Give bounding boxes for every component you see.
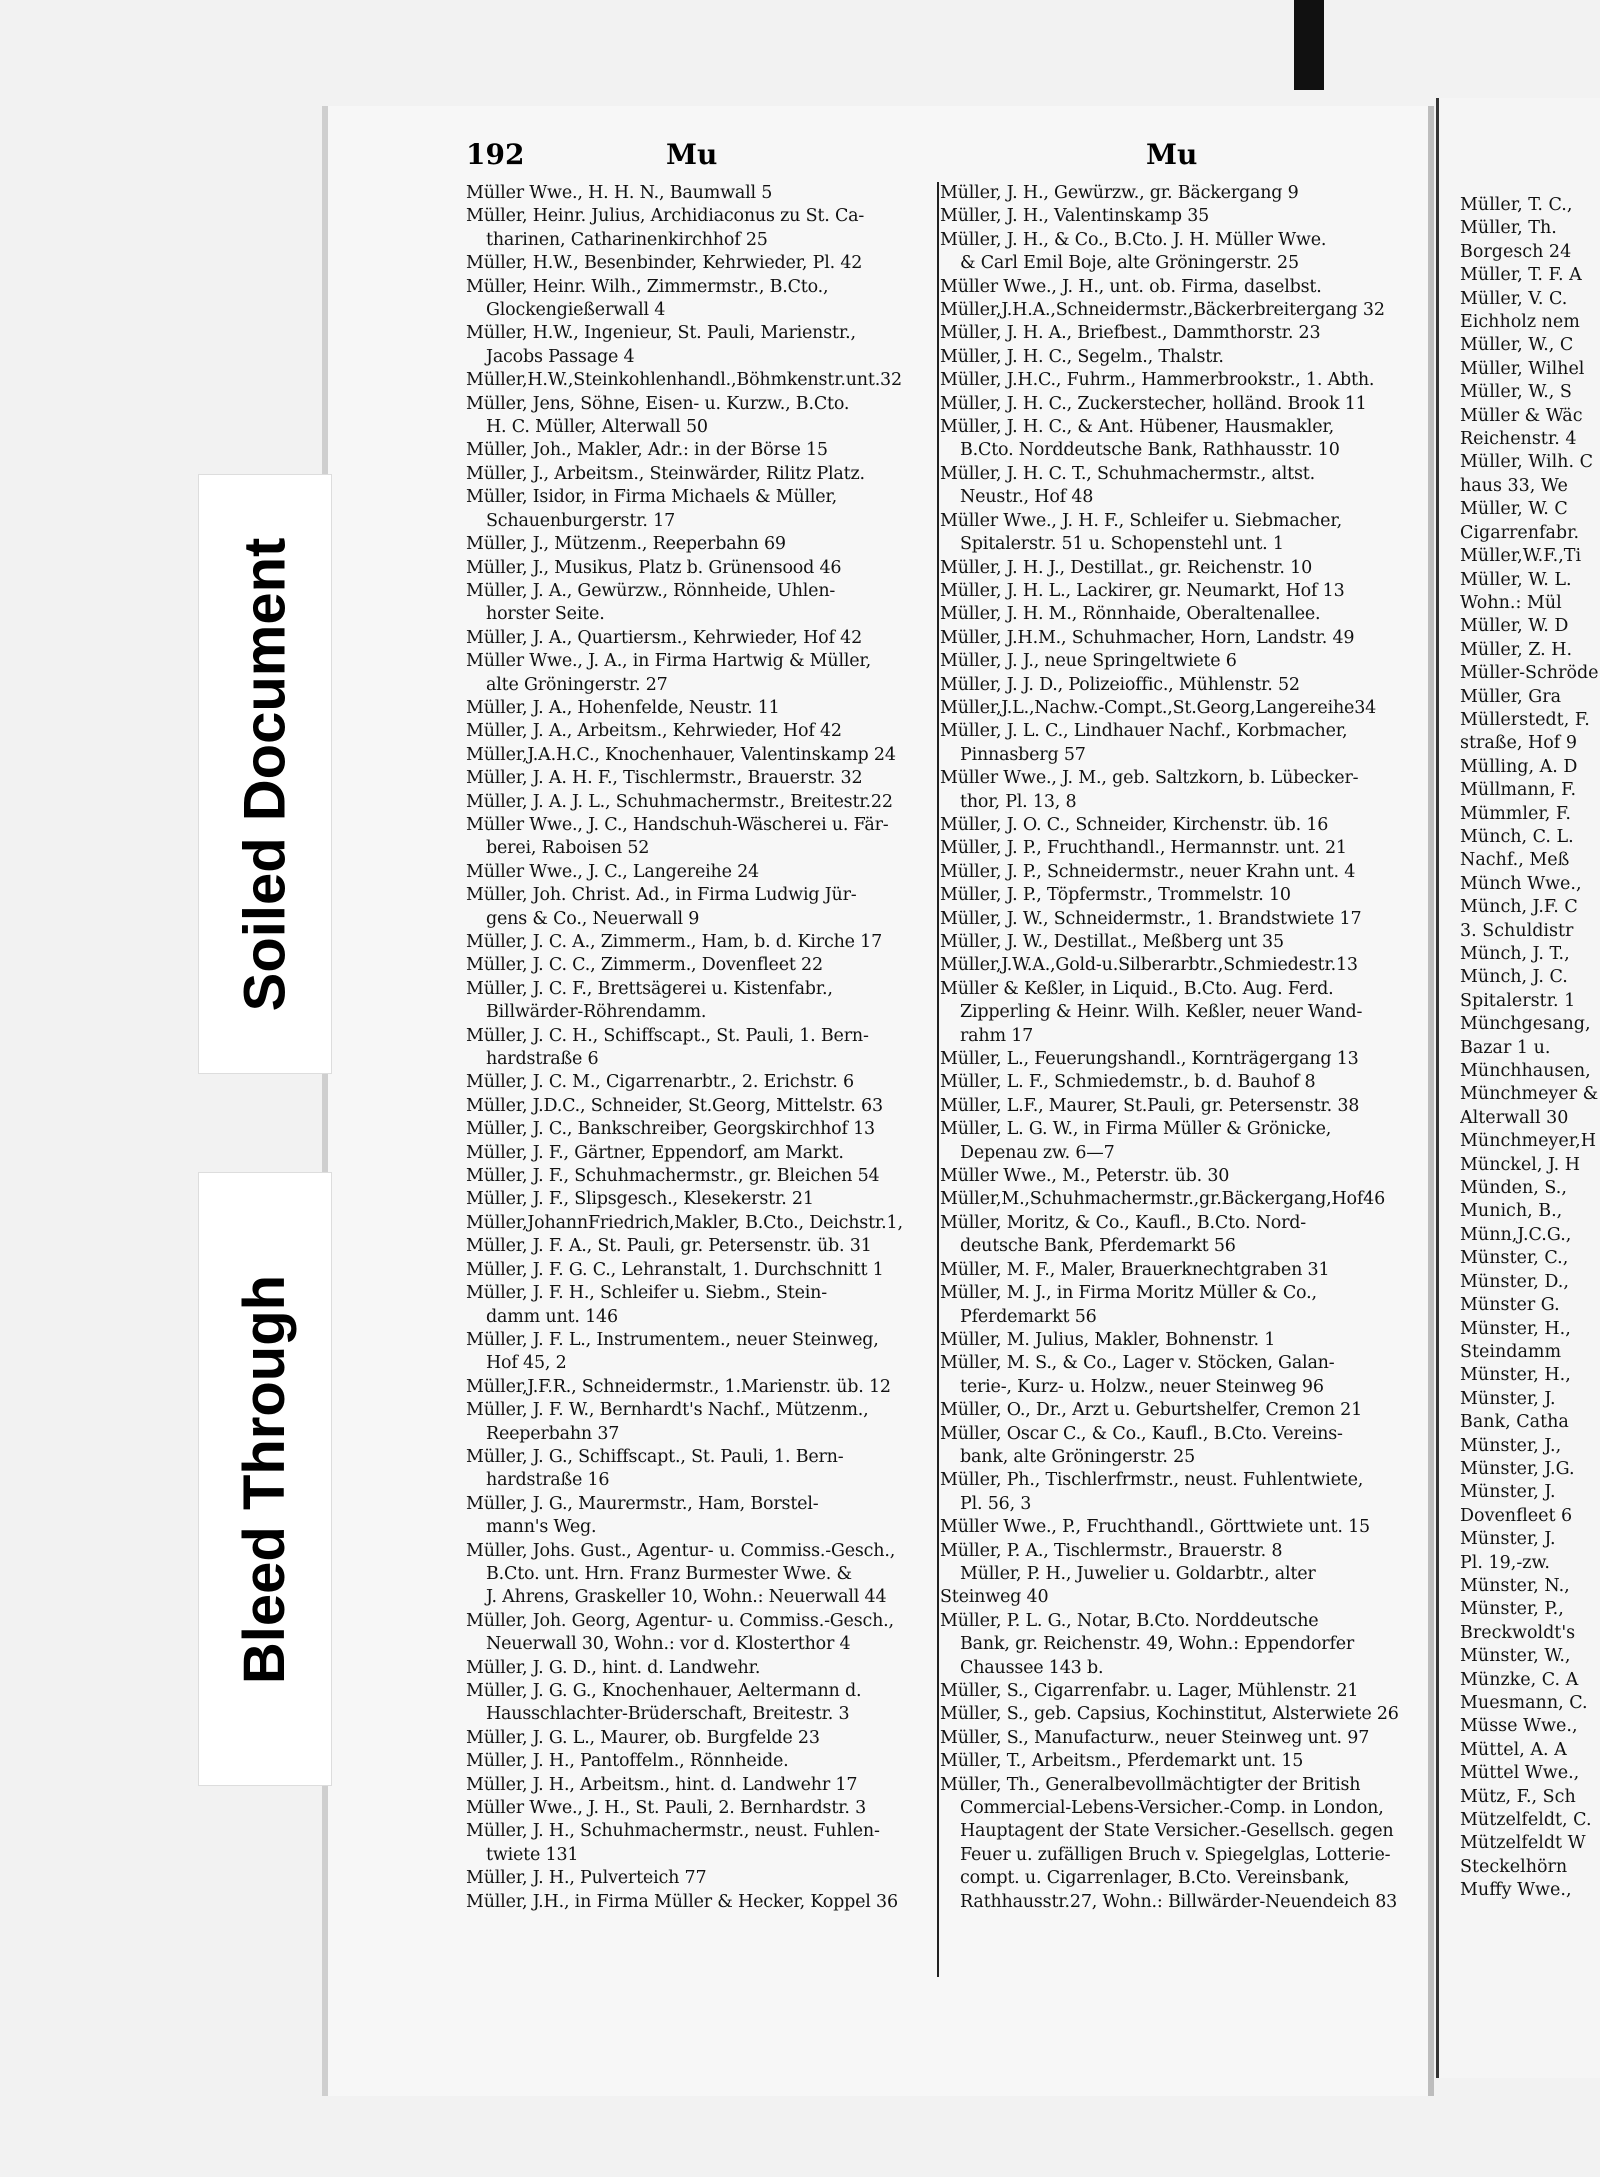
directory-entry-line: Müller,J.H.A.,Schneidermstr.,Bäckerbreitergang 32 <box>940 300 1385 321</box>
directory-entry-line: Müller-Schröde <box>1460 663 1599 684</box>
directory-entry-line: Nachf., Meß <box>1460 850 1570 871</box>
directory-entry-line: Steinweg 40 <box>940 1587 1049 1608</box>
directory-entry-line: Müller,H.W.,Steinkohlenhandl.,Böhmkenstr.unt.32 <box>466 370 902 391</box>
directory-entry-line: Dovenfleet 6 <box>1460 1505 1573 1526</box>
directory-entry-line: Müller, J.H.M., Schuhmacher, Horn, Landstr. 49 <box>940 627 1355 648</box>
directory-entry-line: Schauenburgerstr. 17 <box>486 510 676 531</box>
directory-entry-line: terie-, Kurz- u. Holzw., neuer Steinweg 96 <box>960 1376 1324 1397</box>
directory-entry-line: Müller, T., Arbeitsm., Pferdemarkt unt. 15 <box>940 1751 1304 1772</box>
left-column <box>466 182 936 1977</box>
directory-entry-line: Müller, M. F., Maler, Brauerknechtgraben 31 <box>940 1259 1330 1280</box>
directory-entry-line: Münch, J. T., <box>1460 944 1570 964</box>
directory-entry-line: Müller, J. G., Maurermstr., Ham, Borstel- <box>466 1493 819 1514</box>
directory-entry-line: Jacobs Passage 4 <box>486 346 635 367</box>
directory-entry-line: Spitalerstr. 51 u. Schopenstehl unt. 1 <box>960 534 1284 555</box>
directory-entry-line: Münster, J.G. <box>1460 1458 1575 1479</box>
directory-entry-line: Muffy Wwe., <box>1460 1880 1572 1901</box>
directory-entry-line: Rathhausstr.27, Wohn.: Billwärder-Neuendeich 83 <box>960 1891 1398 1912</box>
directory-entry-line: Müller & Keßler, in Liquid., B.Cto. Aug. Ferd. <box>940 978 1334 999</box>
directory-entry-line: Müller, J. H. J., Destillat., gr. Reichenstr. 10 <box>940 557 1313 578</box>
directory-entry-line: Müller, L., Feuerungshandl., Kornträgergang 13 <box>940 1049 1359 1070</box>
directory-entry-line: Müllmann, F. <box>1460 780 1577 801</box>
directory-entry-line: Münch, C. L. <box>1460 826 1574 847</box>
directory-entry-line: Müller, J. H., Pulverteich 77 <box>466 1868 707 1889</box>
directory-entry-line: Mützelfeldt W <box>1460 1833 1586 1854</box>
directory-entry-line: Müttel, A. A <box>1460 1739 1567 1760</box>
directory-entry-line: Feuer u. zufälligen Bruch v. Spiegelglas, Lotterie- <box>960 1844 1391 1865</box>
directory-entry-line: Reichenstr. 4 <box>1460 429 1577 450</box>
directory-entry-line: Wohn.: Mül <box>1460 592 1562 613</box>
directory-entry-line: Müller, J. J., neue Springeltwiete 6 <box>940 651 1237 672</box>
directory-entry-line: Müller, M. J., in Firma Moritz Müller & Co., <box>940 1283 1317 1304</box>
directory-entry-line: Müller, W., S <box>1460 382 1572 403</box>
directory-entry-line: Müller, J.H., in Firma Müller & Hecker, Koppel 36 <box>466 1891 898 1912</box>
directory-entry-line: B.Cto. Norddeutsche Bank, Rathhausstr. 10 <box>960 440 1340 461</box>
directory-entry-line: Müller Wwe., M., Peterstr. üb. 30 <box>940 1166 1230 1187</box>
soiled-document-text: Soiled Document <box>232 537 298 1011</box>
directory-entry-line: Müller, W., C <box>1460 335 1574 356</box>
directory-entry-line: Müller, J. C. A., Zimmerm., Ham, b. d. Kirche 17 <box>466 932 883 952</box>
directory-entry-line: Müller, J. A., Arbeitsm., Kehrwieder, Hof 42 <box>466 721 842 742</box>
directory-entry-line: 3. Schuldistr <box>1460 920 1574 941</box>
directory-entry-line: Müller, T. C., <box>1460 195 1573 215</box>
directory-entry-line: straße, Hof 9 <box>1460 733 1577 754</box>
directory-entry-line: Müller,J.L.,Nachw.-Compt.,St.Georg,Langereihe34 <box>940 697 1377 718</box>
directory-entry-line: Müller, L. F., Schmiedemstr., b. d. Bauhof 8 <box>940 1072 1316 1093</box>
directory-entry-line: Münzke, C. A <box>1460 1669 1579 1690</box>
directory-entry-line: hardstraße 16 <box>486 1470 610 1491</box>
directory-entry-line: Müller, Th., Generalbevollmächtigter der British <box>940 1774 1361 1795</box>
directory-entry-line: tharinen, Catharinenkirchhof 25 <box>486 229 768 250</box>
directory-entry-line: Chaussee 143 b. <box>960 1657 1104 1678</box>
directory-entry-line: Münckel, J. H <box>1460 1154 1580 1175</box>
directory-entry-line: Müller Wwe., J. C., Handschuh-Wäscherei u. Fär- <box>466 814 889 835</box>
directory-entry-line: Müller, W. C <box>1460 499 1568 520</box>
directory-entry-line: Müller, J. G., Schiffscapt., St. Pauli, 1. Bern- <box>466 1446 844 1467</box>
directory-entry-line: Glockengießerwall 4 <box>486 300 666 321</box>
directory-entry-line: Muesmann, C. <box>1460 1693 1588 1713</box>
directory-entry-line: Billwärder-Röhrendamm. <box>486 1002 707 1023</box>
directory-entry-line: Müller, J. H. M., Rönnhaide, Oberaltenallee. <box>940 604 1321 625</box>
directory-entry-line: Müller, J. H. C., Segelm., Thalstr. <box>940 346 1224 367</box>
directory-entry-line: Müller, J. F., Slipsgesch., Klesekerstr. 21 <box>466 1189 814 1210</box>
right-column <box>940 182 1408 1977</box>
directory-entry-line: Müller, J. H. C., Zuckerstecher, holländ. Brook 11 <box>940 393 1367 414</box>
directory-entry-line: Müller,J.F.R., Schneidermstr., 1.Marienstr. üb. 12 <box>466 1376 891 1397</box>
directory-entry-line: Münchgesang, <box>1460 1014 1591 1035</box>
directory-entry-line: Müller, Wilhel <box>1460 358 1585 379</box>
bleed-through-label <box>198 1172 332 1786</box>
directory-entry-line: B.Cto. unt. Hrn. Franz Burmester Wwe. & <box>486 1563 852 1584</box>
directory-entry-line: Breckwoldt's <box>1460 1622 1576 1643</box>
directory-entry-line: Bank, gr. Reichenstr. 49, Wohn.: Eppendorfer <box>960 1634 1355 1655</box>
directory-entry-line: Münster, H., <box>1460 1318 1571 1339</box>
directory-entry-line: Müller, Moritz, & Co., Kaufl., B.Cto. Nord- <box>940 1212 1307 1233</box>
directory-entry-line: Müller,J.A.H.C., Knochenhauer, Valentinskamp 24 <box>466 744 896 765</box>
directory-entry-line: Münster, C., <box>1460 1248 1569 1269</box>
directory-entry-line: Müller Wwe., J. C., Langereihe 24 <box>466 861 759 882</box>
directory-entry-line: Müller, J., Musikus, Platz b. Grünensood 46 <box>466 557 842 578</box>
directory-entry-line: Mützelfeldt, C. <box>1460 1810 1592 1831</box>
directory-entry-line: Müller, W. L. <box>1460 569 1572 590</box>
directory-entry-line: Müllerstedt, F. <box>1460 709 1590 730</box>
directory-entry-line: Müller, J. O. C., Schneider, Kirchenstr. üb. 16 <box>940 814 1329 835</box>
directory-entry-line: Müller, J. W., Schneidermstr., 1. Brandstwiete 17 <box>940 908 1362 929</box>
directory-entry-line: Müller, J. P., Schneidermstr., neuer Krahn unt. 4 <box>940 861 1356 882</box>
directory-entry-line: Bank, Catha <box>1460 1412 1569 1433</box>
directory-entry-line: Müttel Wwe., <box>1460 1763 1580 1784</box>
directory-entry-line: alte Gröningerstr. 27 <box>486 674 668 695</box>
directory-entry-line: Pl. 56, 3 <box>960 1493 1032 1514</box>
directory-entry-line: Münster, J. <box>1460 1482 1556 1503</box>
directory-entry-line: Müller, J. A. H. F., Tischlermstr., Brauerstr. 32 <box>466 768 863 789</box>
directory-entry-line: Müller, J. H., Pantoffelm., Rönnheide. <box>466 1751 789 1772</box>
directory-entry-line: Münchhausen, <box>1460 1061 1591 1082</box>
directory-entry-line: Müller, J. G. D., hint. d. Landwehr. <box>466 1657 761 1678</box>
directory-entry-line: Müller, J. P., Töpfermstr., Trommelstr. 10 <box>940 885 1291 906</box>
directory-entry-line: Pinnasberg 57 <box>960 744 1086 765</box>
directory-entry-line: Eichholz nem <box>1460 312 1580 333</box>
directory-entry-line: Commercial-Lebens-Versicher.-Comp. in London, <box>960 1798 1384 1819</box>
directory-entry-line: Müller, J. F. L., Instrumentem., neuer Steinweg, <box>466 1329 879 1350</box>
directory-entry-line: Müller,M.,Schuhmachermstr.,gr.Bäckergang,Hof46 <box>940 1189 1386 1210</box>
directory-entry-line: Müller, H.W., Besenbinder, Kehrwieder, Pl. 42 <box>466 253 863 274</box>
directory-entry-line: Müller, J. A. J. L., Schuhmachermstr., Breitestr.22 <box>466 791 893 812</box>
directory-entry-line: compt. u. Cigarrenlager, B.Cto. Vereinsbank, <box>960 1868 1350 1889</box>
directory-entry-line: Depenau zw. 6—7 <box>960 1142 1115 1163</box>
directory-entry-line: Müller, M. Julius, Makler, Bohnenstr. 1 <box>940 1329 1276 1350</box>
directory-entry-line: Borgesch 24 <box>1460 241 1572 262</box>
directory-entry-line: Müller, T. F. A <box>1460 265 1582 286</box>
directory-entry-line: Müller, J. J. D., Polizeioffic., Mühlenstr. 52 <box>940 674 1300 695</box>
directory-entry-line: H. C. Müller, Alterwall 50 <box>486 417 708 438</box>
directory-entry-line: Müller, J. G. L., Maurer, ob. Burgfelde 23 <box>466 1727 820 1748</box>
directory-entry-line: Müller, P. A., Tischlermstr., Brauerstr. 8 <box>940 1540 1283 1561</box>
directory-entry-line: Müller, M. S., & Co., Lager v. Stöcken, Galan- <box>940 1353 1335 1374</box>
directory-entry-line: Müller, Isidor, in Firma Michaels & Müller, <box>466 487 838 508</box>
directory-entry-line: Müller Wwe., J. H., St. Pauli, 2. Bernhardstr. 3 <box>466 1798 867 1819</box>
directory-entry-line: deutsche Bank, Pferdemarkt 56 <box>960 1236 1236 1257</box>
left-running-head: Mu <box>666 138 718 171</box>
directory-entry-line: Müller, J. H. C., & Ant. Hübener, Hausmakler, <box>940 417 1334 438</box>
directory-entry-line: Spitalerstr. 1 <box>1460 990 1576 1011</box>
directory-entry-line: Münn,J.C.G., <box>1460 1224 1572 1245</box>
column-divider <box>937 182 939 1977</box>
directory-entry-line: Müller, J. C. F., Brettsägerei u. Kistenfabr., <box>466 978 833 999</box>
directory-entry-line: Müller, J. A., Quartiersm., Kehrwieder, Hof 42 <box>466 627 863 648</box>
directory-entry-line: hardstraße 6 <box>486 1049 599 1070</box>
directory-entry-line: Steckelhörn <box>1460 1856 1568 1877</box>
page-header <box>466 138 1366 172</box>
page-number: 192 <box>466 138 525 171</box>
directory-entry-line: Müller Wwe., H. H. N., Baumwall 5 <box>466 183 773 203</box>
directory-entry-line: Hausschlachter-Brüderschaft, Breitestr. 3 <box>486 1704 850 1725</box>
directory-entry-line: Müller, Gra <box>1460 686 1562 707</box>
directory-entry-line: Mütz, F., Sch <box>1460 1786 1576 1807</box>
directory-entry-line: Reeperbahn 37 <box>486 1423 620 1444</box>
directory-entry-line: Münster, N., <box>1460 1575 1570 1596</box>
directory-entry-line: Müller, J. F., Gärtner, Eppendorf, am Markt. <box>466 1142 844 1163</box>
directory-entry-line: Müller, S., geb. Capsius, Kochinstitut, Alsterwiete 26 <box>940 1704 1399 1725</box>
directory-entry-line: berei, Raboisen 52 <box>486 838 650 859</box>
directory-entry-line: Müller, Johs. Gust., Agentur- u. Commiss.-Gesch., <box>466 1540 896 1561</box>
directory-entry-line: Müller, Heinr. Julius, Archidiaconus zu St. Ca- <box>466 206 865 227</box>
directory-entry-line: Müller, J. A., Hohenfelde, Neustr. 11 <box>466 697 780 718</box>
directory-entry-line: Mülling, A. D <box>1460 756 1578 777</box>
directory-entry-line: Müller, Joh. Georg, Agentur- u. Commiss.-Gesch., <box>466 1610 894 1631</box>
directory-entry-line: Müller, J. H., Schuhmachermstr., neust. Fuhlen- <box>466 1821 880 1842</box>
directory-entry-line: Pferdemarkt 56 <box>960 1306 1097 1327</box>
directory-entry-line: Müller,J.W.A.,Gold-u.Silberarbtr.,Schmiedestr.13 <box>940 955 1358 976</box>
directory-entry-line: gens & Co., Neuerwall 9 <box>486 908 700 929</box>
directory-entry-line: Müller, J. L. C., Lindhauer Nachf., Korbmacher, <box>940 721 1348 742</box>
directory-entry-line: Müller, J. C., Bankschreiber, Georgskirchhof 13 <box>466 1119 875 1140</box>
directory-entry-line: Hof 45, 2 <box>486 1353 567 1374</box>
directory-entry-line: Alterwall 30 <box>1460 1107 1569 1128</box>
directory-entry-line: Müller, J. H. L., Lackirer, gr. Neumarkt, Hof 13 <box>940 580 1345 601</box>
directory-entry-line: Müller, J. C. C., Zimmerm., Dovenfleet 22 <box>466 955 823 976</box>
directory-entry-line: Müller, J. F. G. C., Lehranstalt, 1. Durchschnitt 1 <box>466 1259 884 1280</box>
directory-entry-line: Müller, J. H., Valentinskamp 35 <box>940 206 1210 227</box>
directory-entry-line: Müller Wwe., J. M., geb. Saltzkorn, b. Lübecker- <box>940 768 1359 789</box>
directory-entry-line: Müller, L.F., Maurer, St.Pauli, gr. Petersenstr. 38 <box>940 1095 1360 1116</box>
directory-entry-line: Münster G. <box>1460 1295 1560 1316</box>
directory-entry-line: Müller, J. F., Schuhmachermstr., gr. Bleichen 54 <box>466 1166 880 1187</box>
directory-entry-line: Müller, W. D <box>1460 616 1569 637</box>
directory-entry-line: Bazar 1 u. <box>1460 1037 1551 1058</box>
directory-entry-line: Müller, J. H., Arbeitsm., hint. d. Landwehr 17 <box>466 1774 858 1795</box>
bleed-through-text: Bleed Through <box>232 1274 298 1684</box>
soiled-document-label <box>198 474 332 1074</box>
directory-entry-line: Müller, J. H., & Co., B.Cto. J. H. Müller Wwe. <box>940 229 1327 250</box>
directory-entry-line: Müller Wwe., P., Fruchthandl., Görttwiete unt. 15 <box>940 1517 1370 1538</box>
directory-entry-line: Müller, L. G. W., in Firma Müller & Grönicke, <box>940 1119 1332 1140</box>
directory-entry-line: damm unt. 146 <box>486 1306 618 1327</box>
directory-entry-line: Müller, S., Cigarrenfabr. u. Lager, Mühlenstr. 21 <box>940 1681 1359 1701</box>
directory-entry-line: Müller, J. H. A., Briefbest., Dammthorstr. 23 <box>940 323 1321 344</box>
directory-entry-line: Münster, D., <box>1460 1271 1569 1292</box>
directory-entry-line: Müller, Th. <box>1460 218 1557 239</box>
directory-entry-line: Münster, H., <box>1460 1365 1571 1386</box>
directory-entry-line: Müller,W.F.,Ti <box>1460 546 1582 567</box>
directory-entry-line: Müsse Wwe., <box>1460 1716 1578 1737</box>
directory-entry-line: Neuerwall 30, Wohn.: vor d. Klosterthor 4 <box>486 1634 851 1655</box>
directory-entry-line: Müller, J. C. H., Schiffscapt., St. Pauli, 1. Bern- <box>466 1025 869 1046</box>
directory-entry-line: Münch Wwe., <box>1460 873 1582 894</box>
directory-entry-line: Müller Wwe., J. H., unt. ob. Firma, daselbst. <box>940 276 1322 297</box>
directory-entry-line: Müller, P. H., Juwelier u. Goldarbtr., alter <box>960 1563 1316 1584</box>
directory-entry-line: Münster, J., <box>1460 1435 1562 1456</box>
directory-entry-line: Munich, B., <box>1460 1201 1563 1222</box>
directory-entry-line: Müller, J. F. H., Schleifer u. Siebm., Stein- <box>466 1283 827 1304</box>
directory-entry-line: Müller, J.H.C., Fuhrm., Hammerbrookstr., 1. Abth. <box>940 370 1375 391</box>
directory-entry-line: Müller, Joh. Christ. Ad., in Firma Ludwig Jür- <box>466 885 857 906</box>
directory-entry-line: Müller, J. H., Gewürzw., gr. Bäckergang 9 <box>940 183 1299 203</box>
directory-entry-line: rahm 17 <box>960 1025 1034 1046</box>
right-running-head: Mu <box>1146 138 1198 171</box>
directory-entry-line: J. Ahrens, Graskeller 10, Wohn.: Neuerwall 44 <box>486 1587 887 1608</box>
directory-entry-line: Müller, J. F. A., St. Pauli, gr. Petersenstr. üb. 31 <box>466 1236 872 1257</box>
directory-entry-line: Müller, Heinr. Wilh., Zimmermstr., B.Cto., <box>466 276 829 297</box>
directory-entry-line: haus 33, We <box>1460 475 1568 496</box>
directory-entry-line: Müller, J., Arbeitsm., Steinwärder, Rilitz Platz. <box>466 463 865 484</box>
directory-entry-line: Münchmeyer & <box>1460 1084 1599 1105</box>
directory-entry-line: Müller, J. H. C. T., Schuhmachermstr., altst. <box>940 463 1315 484</box>
directory-entry-line: Müller Wwe., J. A., in Firma Hartwig & Müller, <box>466 651 872 672</box>
directory-entry-line: Müller, O., Dr., Arzt u. Geburtshelfer, Cremon 21 <box>940 1400 1363 1421</box>
directory-entry-line: Müller, P. L. G., Notar, B.Cto. Norddeutsche <box>940 1610 1319 1631</box>
directory-entry-line: Müller, Jens, Söhne, Eisen- u. Kurzw., B.Cto. <box>466 393 850 414</box>
directory-entry-line: Müller, J. A., Gewürzw., Rönnheide, Uhlen- <box>466 580 836 601</box>
directory-entry-line: horster Seite. <box>486 604 605 625</box>
directory-entry-line: Hauptagent der State Versicher.-Gesellsch. gegen <box>960 1821 1394 1842</box>
directory-entry-line: Zipperling & Heinr. Wilh. Keßler, neuer Wand- <box>960 1002 1363 1023</box>
directory-entry-line: Münden, S., <box>1460 1178 1567 1199</box>
directory-entry-line: Müller, J., Mützenm., Reeperbahn 69 <box>466 534 786 555</box>
directory-entry-line: Steindamm <box>1460 1341 1562 1362</box>
directory-entry-line: twiete 131 <box>486 1844 579 1865</box>
directory-entry-line: Cigarrenfabr. <box>1460 522 1580 543</box>
directory-entry-line: Müller, J.D.C., Schneider, St.Georg, Mittelstr. 63 <box>466 1095 883 1116</box>
directory-entry-line: Neustr., Hof 48 <box>960 487 1094 508</box>
directory-entry-line: Müller, Joh., Makler, Adr.: in der Börse 15 <box>466 440 828 461</box>
directory-entry-line: Müller, J. W., Destillat., Meßberg unt 35 <box>940 932 1284 952</box>
directory-entry-line: Müller, Z. H. <box>1460 639 1573 660</box>
directory-entry-line: mann's Weg. <box>486 1517 597 1538</box>
directory-entry-line: Müller, J. F. W., Bernhardt's Nachf., Mützenm., <box>466 1400 869 1421</box>
directory-entry-line: Münster, W., <box>1460 1646 1571 1667</box>
directory-entry-line: Mümmler, F. <box>1460 803 1571 824</box>
directory-entry-line: bank, alte Gröningerstr. 25 <box>960 1446 1196 1467</box>
directory-entry-line: Müller, Wilh. C <box>1460 452 1593 473</box>
directory-entry-line: Müller, J. C. M., Cigarrenarbtr., 2. Erichstr. 6 <box>466 1072 854 1093</box>
directory-entry-line: Müller Wwe., J. H. F., Schleifer u. Siebmacher, <box>940 510 1342 531</box>
directory-entry-line: Münch, J. C. <box>1460 967 1568 988</box>
directory-entry-line: thor, Pl. 13, 8 <box>960 791 1077 812</box>
directory-entry-line: Müller, V. C. <box>1460 288 1568 309</box>
directory-entry-line: Müller, J. G. G., Knochenhauer, Aeltermann d. <box>466 1681 862 1701</box>
directory-entry-line: Münchmeyer,H <box>1460 1131 1596 1152</box>
directory-entry-line: Müller, J. P., Fruchthandl., Hermannstr. unt. 21 <box>940 838 1347 859</box>
directory-entry-line: Müller, S., Manufacturw., neuer Steinweg unt. 97 <box>940 1727 1370 1748</box>
directory-entry-line: Müller, Ph., Tischlerfrmstr., neust. Fuhlentwiete, <box>940 1470 1364 1491</box>
directory-entry-line: Müller, H.W., Ingenieur, St. Pauli, Marienstr., <box>466 323 856 344</box>
directory-entry-line: Müller, Oscar C., & Co., Kaufl., B.Cto. Vereins- <box>940 1423 1343 1444</box>
directory-entry-line: Münster, P., <box>1460 1599 1564 1620</box>
facing-page-column <box>1460 194 1600 1994</box>
directory-entry-line: Münster, J. <box>1460 1388 1556 1409</box>
directory-entry-line: Pl. 19,-zw. <box>1460 1552 1550 1573</box>
directory-entry-line: Münster, J. <box>1460 1529 1556 1550</box>
directory-entry-line: & Carl Emil Boje, alte Gröningerstr. 25 <box>960 253 1299 274</box>
binding-edge <box>1294 0 1324 90</box>
directory-entry-line: Müller,JohannFriedrich,Makler, B.Cto., Deichstr.1, <box>466 1212 903 1233</box>
directory-entry-line: Müller & Wäc <box>1460 405 1583 426</box>
directory-entry-line: Münch, J.F. C <box>1460 897 1578 918</box>
